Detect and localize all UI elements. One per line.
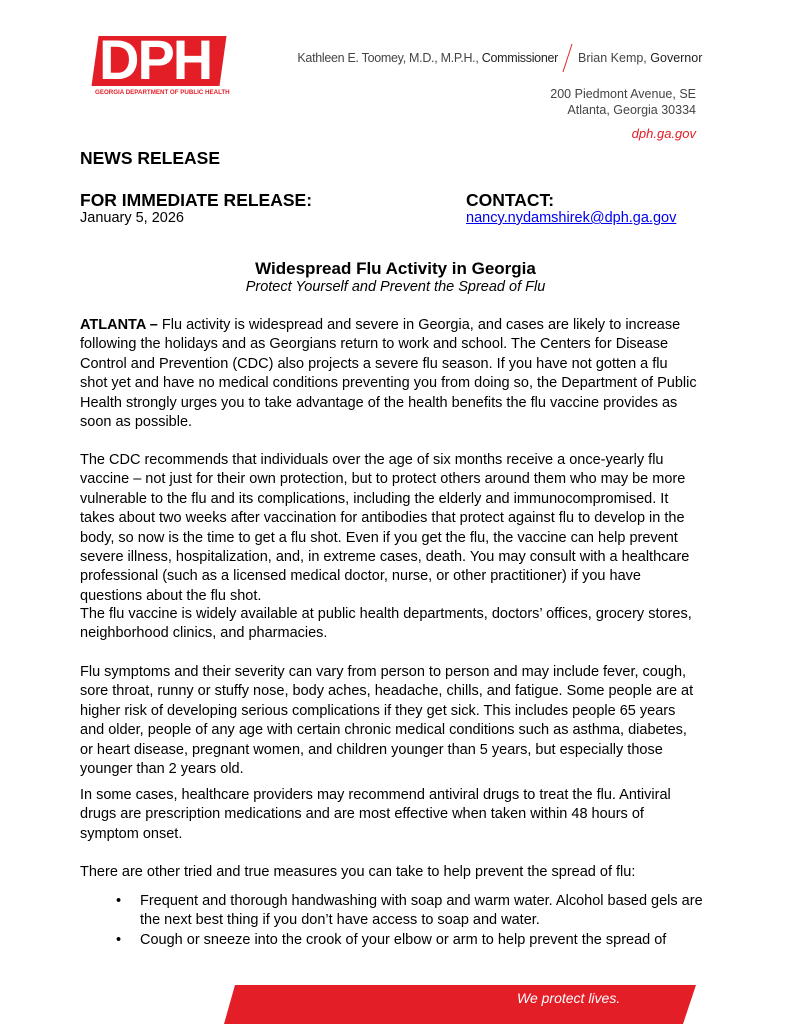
address-line-1: 200 Piedmont Avenue, SE (550, 87, 696, 101)
line-text: soon as possible. (80, 413, 193, 430)
line-text: sore throat, runny or stuffy nose, body aches, headache, chills, and fatigue. Some people are at (80, 683, 694, 700)
paragraph-line (80, 741, 720, 760)
line-text: shot yet and have no medical conditions preventing you from doing so, the Department of Public (80, 375, 697, 392)
article-subtitle: Protect Yourself and Prevent the Spread of Flu (245, 279, 546, 295)
paragraph-line (80, 702, 720, 721)
paragraph-line (80, 760, 720, 779)
paragraph-line (80, 805, 720, 824)
paragraph-line (80, 587, 720, 606)
bullet-line: the next best thing if you don’t have access to soap and water. (140, 912, 540, 929)
bullet-line: Cough or sneeze into the crook of your elbow or arm to help prevent the spread of (140, 932, 667, 948)
commissioner-title: Commissioner (481, 51, 558, 65)
paragraph-line (80, 490, 720, 509)
paragraph (80, 451, 720, 606)
article-title: Widespread Flu Activity in Georgia (255, 259, 536, 278)
line-text: and older, people of any age with certain chronic medical conditions such as asthma, diabetes, (80, 722, 687, 739)
paragraph-line (80, 624, 720, 643)
line-text: body, so now is the time to get a flu shot. Even if you get the flu, the vaccine can help prevent (80, 529, 678, 546)
line-text: There are other tried and true measures you can take to help prevent the spread of flu: (80, 864, 636, 880)
paragraph-line (80, 316, 720, 335)
line-text: Flu symptoms and their severity can vary from person to person and may include fever, cough, (80, 664, 687, 680)
line-text: neighborhood clinics, and pharmacies. (80, 625, 328, 642)
commissioner-name: Kathleen E. Toomey, M.D., M.P.H., (297, 51, 479, 65)
paragraph-line (80, 509, 720, 528)
paragraph (80, 605, 720, 644)
dph-logo (95, 28, 230, 98)
line-text: vaccine – not just for their own protection, but to protect others around them who may be more (80, 471, 686, 488)
paragraph-line (80, 335, 720, 354)
paragraph (80, 863, 720, 882)
contact-label: CONTACT: (466, 190, 555, 210)
line-text: symptom onset. (80, 825, 183, 842)
paragraph-line (80, 682, 720, 701)
website-link[interactable]: dph.ga.gov (631, 126, 696, 141)
line-text: Health strongly urges you to take advantage of the health benefits the flu vaccine provides as (80, 394, 678, 411)
line-text: drugs are prescription medications and are most effective when taken within 48 hours of (80, 806, 644, 823)
paragraph-line (80, 470, 720, 489)
bullet-icon: • (116, 893, 122, 909)
line-text: following the holidays and as Georgians return to work and school. The Centers for Disease (80, 336, 669, 353)
paragraph (80, 663, 720, 779)
footer-banner (224, 985, 696, 1024)
contact-email-link[interactable]: nancy.nydamshirek@dph.ga.gov (466, 210, 677, 226)
paragraph-line (80, 394, 720, 413)
governor-line (578, 51, 702, 65)
bullet-icon: • (116, 932, 122, 948)
line-text: higher risk of developing serious complications if they get sick. This includes people 65 years (80, 702, 676, 719)
paragraph (80, 786, 720, 844)
line-text: younger than 2 years old. (80, 760, 244, 777)
governor-name: Brian Kemp, (578, 51, 647, 65)
paragraph-line (80, 413, 720, 432)
dateline: ATLANTA – (80, 317, 158, 333)
logo-subtitle: GEORGIA DEPARTMENT OF PUBLIC HEALTH (95, 89, 230, 96)
paragraph-line (80, 721, 720, 740)
line-text: The CDC recommends that individuals over the age of six months receive a once-yearly flu (80, 452, 664, 468)
paragraph-line (80, 567, 720, 586)
paragraph-line (80, 663, 720, 682)
immediate-release-label: FOR IMMEDIATE RELEASE: (80, 190, 313, 210)
line-text: or heart disease, pregnant women, and children younger than 5 years, but especially those (80, 741, 663, 758)
paragraph-line (80, 355, 720, 374)
paragraph-line (80, 605, 720, 624)
paragraph-line (80, 374, 720, 393)
line-text: The flu vaccine is widely available at public health departments, doctors’ offices, grocery stores, (80, 606, 692, 622)
line-text: questions about the flu shot. (80, 587, 262, 604)
paragraph-line (80, 825, 720, 844)
line-text: takes about two weeks after vaccination for antibodies that protect against flu to develop in the (80, 510, 685, 527)
governor-title: Governor (650, 51, 703, 65)
news-release-heading: NEWS RELEASE (80, 148, 221, 168)
paragraph-line (80, 863, 720, 882)
paragraph (80, 316, 720, 432)
divider-slash (562, 44, 572, 72)
line-text: Flu activity is widespread and severe in Georgia, and cases are likely to increase (161, 317, 681, 333)
paragraph-line (80, 548, 720, 567)
paragraph-line (80, 451, 720, 470)
bullet-line: Frequent and thorough handwashing with soap and warm water. Alcohol based gels are (140, 893, 703, 909)
line-text: vulnerable to the flu and its complications, including the elderly and immunocompromised. It (80, 490, 669, 507)
logo-text: DPH (99, 28, 212, 91)
commissioner-line (297, 51, 558, 65)
release-date: January 5, 2026 (80, 210, 184, 226)
footer-tagline: We protect lives. (517, 990, 621, 1006)
line-text: severe illness, hospitalization, and, in extreme cases, death. You may consult with a healthcare (80, 548, 690, 565)
line-text: professional (such as a licensed medical doctor, nurse, or other practitioner) if you have (80, 568, 641, 585)
line-text: In some cases, healthcare providers may recommend antiviral drugs to treat the flu. Antiviral (80, 787, 671, 803)
paragraph-line (80, 529, 720, 548)
line-text: Control and Prevention (CDC) also projects a severe flu season. If you have not gotten a flu (80, 355, 668, 372)
paragraph-line (80, 786, 720, 805)
address-line-2: Atlanta, Georgia 30334 (567, 103, 696, 117)
